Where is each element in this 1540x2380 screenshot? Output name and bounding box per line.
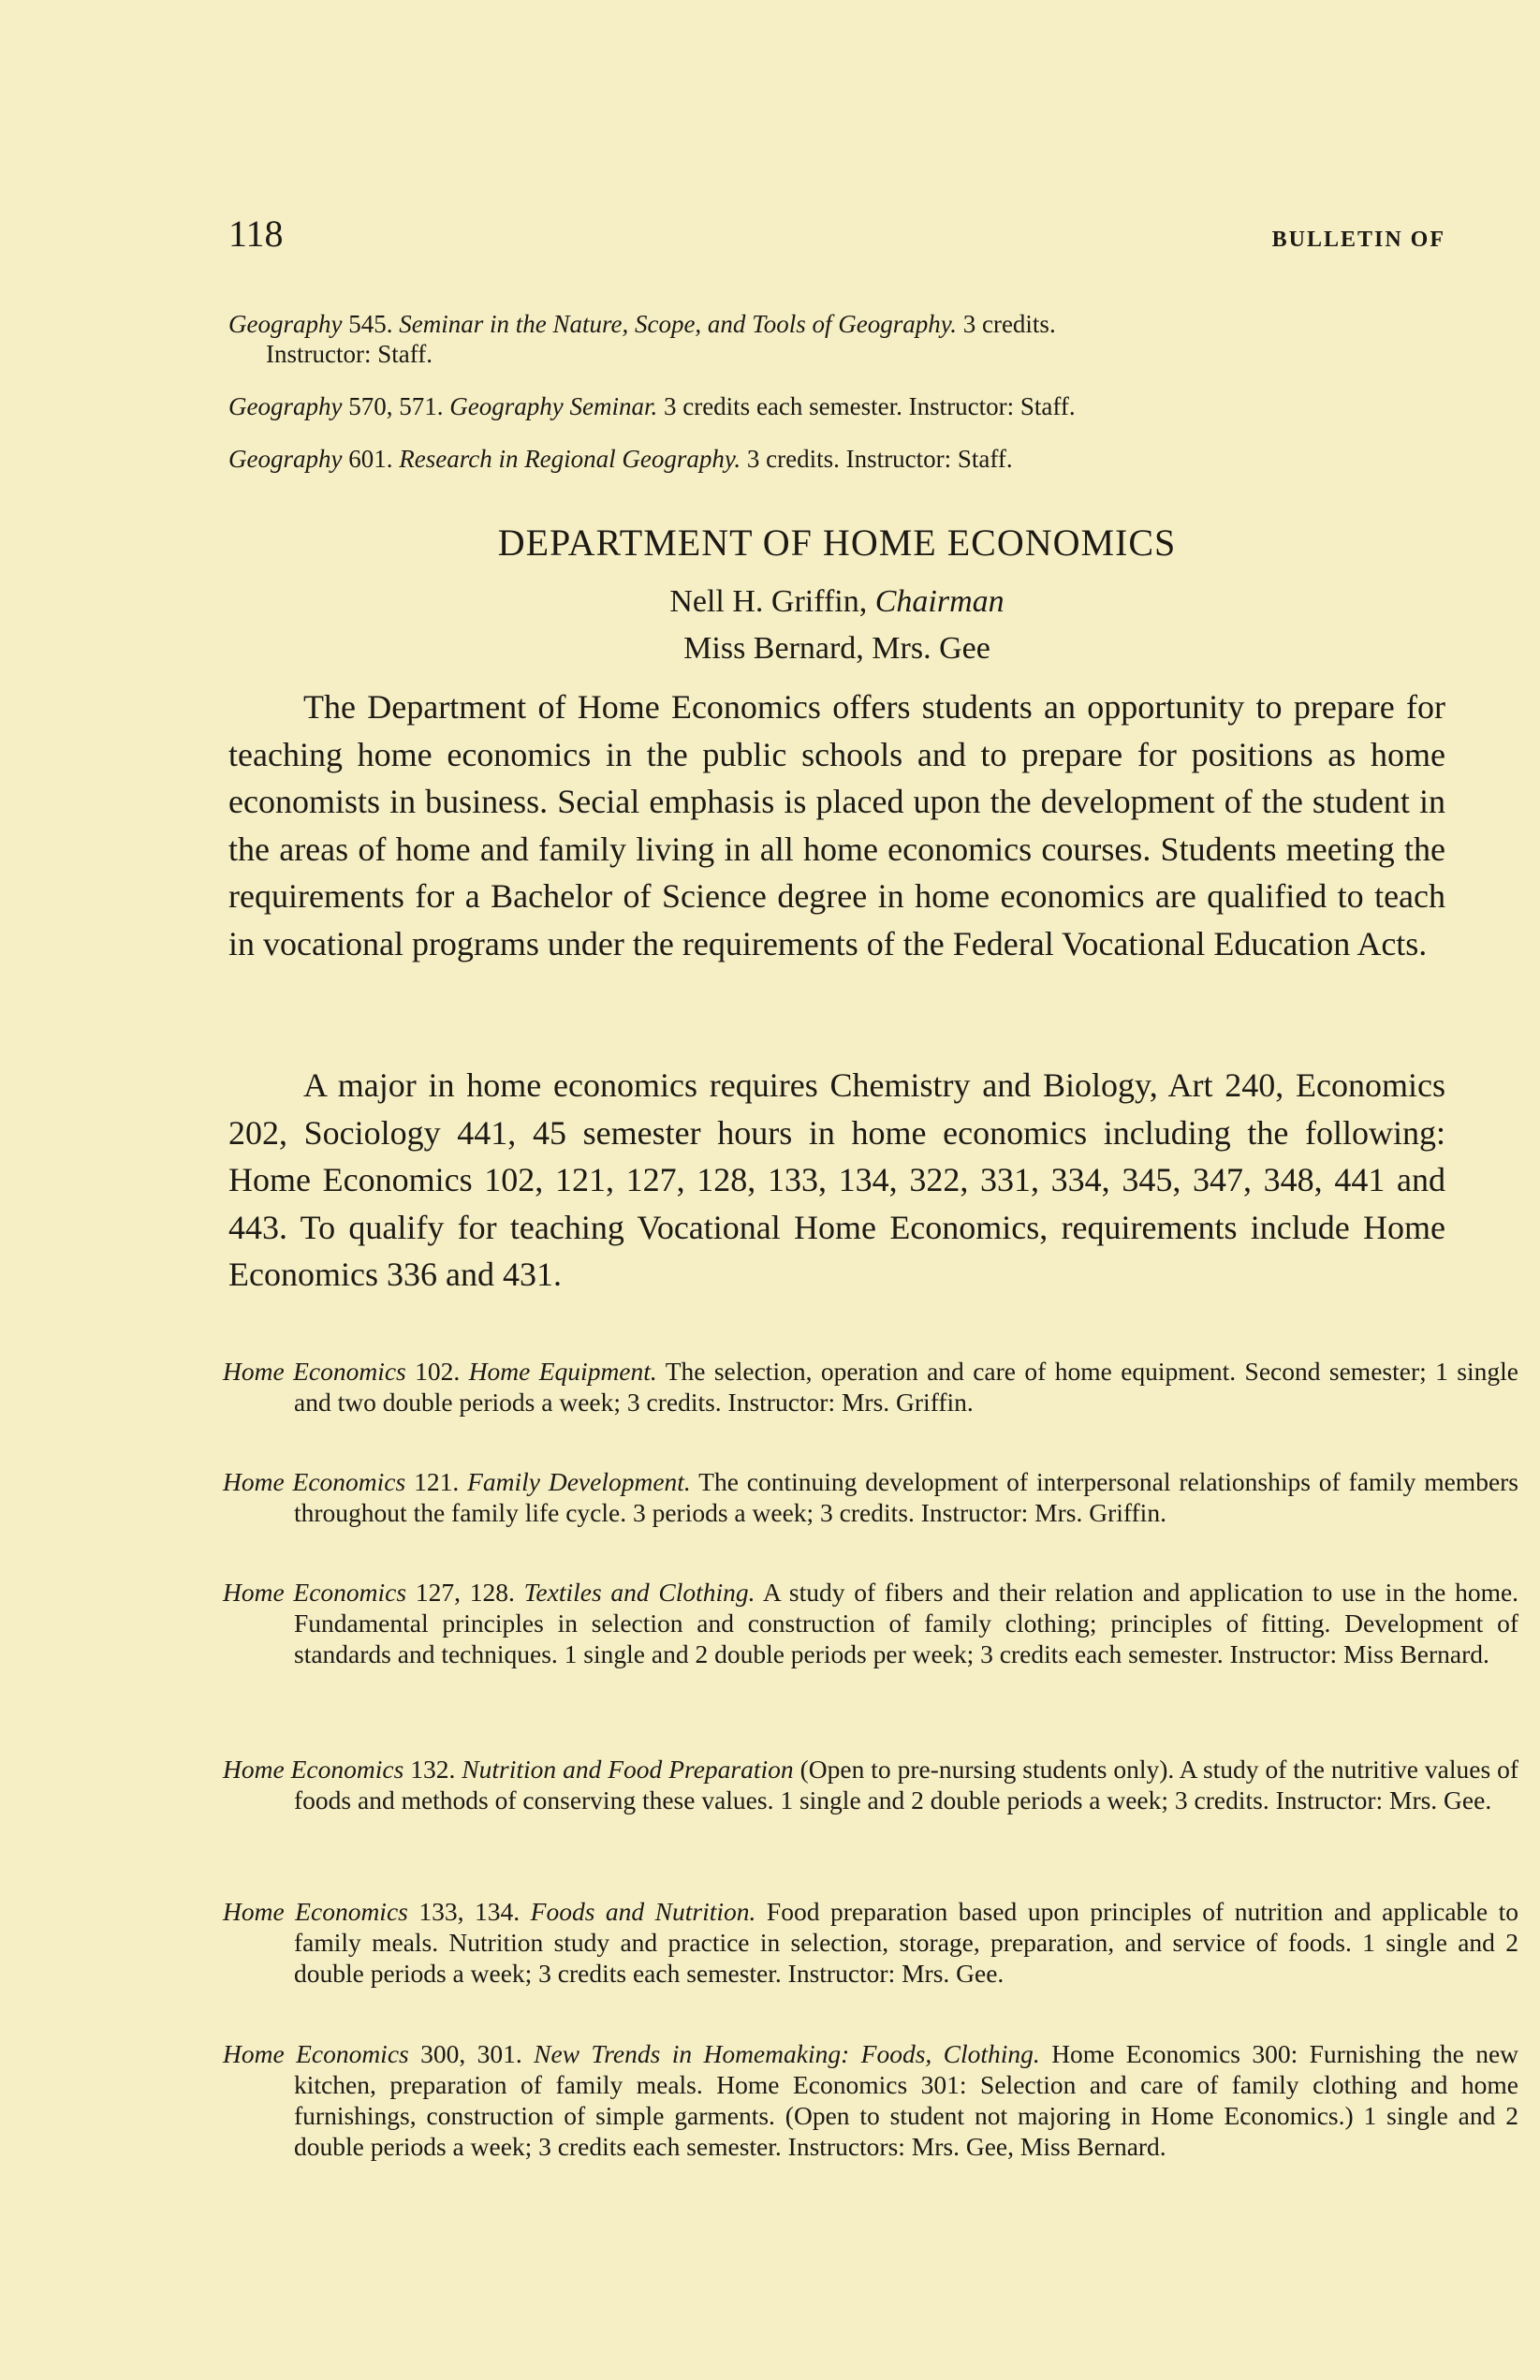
course-title: Home Equipment. (468, 1357, 657, 1386)
course-title: Nutrition and Food Preparation (462, 1755, 794, 1784)
course-title: Foods and Nutrition. (530, 1897, 756, 1926)
course-number: 545. (348, 310, 393, 338)
course-description: Food preparation based upon principles of nutrition and applicable to family meals. Nutrition study and practice in selection, storage, preparation, and service of foods. 1 single and 2 double periods a week; 3 credits each semester. Instructor: Mrs. Gee. (294, 1897, 1519, 1988)
page-header (228, 212, 1445, 256)
course-entry-home-economics-300 (223, 2038, 1518, 2162)
course-title: Geography Seminar. (449, 392, 658, 420)
course-title: Seminar in the Nature, Scope, and Tools of Geography. (399, 310, 957, 338)
intro-paragraph: The Department of Home Economics offers students an opportunity to prepare for teaching home economics in the public schools and to prepare for positions as home economists in business. Secial emphasis is placed upon the development of the student in the areas of home and family living in all home economics courses. Students meeting the requirements for a Bachelor of Science degree in home economics are qualified to teach in vocational programs under the requirements of the Federal Vocational Education Acts. (228, 688, 1445, 962)
course-number: 133, 134. (418, 1897, 521, 1926)
page-number: 118 (228, 213, 284, 255)
course-details: 3 credits each semester. Instructor: Staff. (663, 392, 1076, 420)
course-subject: Home Economics (223, 1467, 406, 1496)
course-entry-home-economics-127 (223, 1577, 1518, 1669)
department-title: DEPARTMENT OF HOME ECONOMICS (497, 522, 1177, 564)
course-subject: Home Economics (223, 2039, 409, 2068)
course-subject: Home Economics (223, 1897, 408, 1926)
course-number: 121. (414, 1467, 460, 1496)
course-title: Textiles and Clothing. (523, 1578, 755, 1607)
course-subject: Geography (228, 310, 343, 338)
course-number: 132. (410, 1755, 456, 1784)
department-chairman (228, 584, 1445, 620)
course-description: (Open to pre-nursing students only). A study of the nutritive values of foods and methods of conserving these values. 1 single and 2 double periods a week; 3 credits. Instructor: Mrs. Gee. (294, 1755, 1519, 1814)
course-subject: Home Economics (223, 1578, 407, 1607)
course-description: The selection, operation and care of home equipment. Second semester; 1 single and two double periods a week; 3 credits. Instructor: Mrs. Griffin. (294, 1357, 1518, 1417)
major-requirements-paragraph: A major in home economics requires Chemistry and Biology, Art 240, Economics 202, Sociology 441, 45 semester hours in home economics including the following: Home Economics 102, 121, 127, 128, 133, 134, 322, 331, 334, 345, 347, 348, 441 and 443. To qualify for teaching Vocational Home Economics, requirements include Home Economics 336 and 431. (228, 1066, 1445, 1293)
course-number: 300, 301. (420, 2039, 522, 2068)
chairman-name: Nell H. Griffin, (669, 584, 868, 619)
course-entry-home-economics-133 (223, 1896, 1518, 1989)
running-head: BULLETIN OF (1271, 228, 1445, 252)
course-subject: Geography (228, 392, 343, 420)
course-number: 570, 571. (348, 392, 444, 420)
course-entry-home-economics-121 (223, 1466, 1518, 1528)
course-entry-geography-601 (228, 444, 1445, 474)
course-description: A study of fibers and their relation and application to use in the home. Fundamental principles in selection and construction of family clothing; principles of fitting. Development of standards and techniques. 1 single and 2 double periods per week; 3 credits each semester. Instructor: Miss Bernard. (294, 1578, 1519, 1668)
course-subject: Geography (228, 445, 343, 473)
course-number: 601. (348, 445, 393, 473)
department-staff: Miss Bernard, Mrs. Gee (683, 631, 990, 666)
course-subject: Home Economics (223, 1357, 406, 1386)
course-title: Family Development. (467, 1467, 691, 1496)
course-description: The continuing development of interpersonal relationships of family members throughout the family life cycle. 3 periods a week; 3 credits. Instructor: Mrs. Griffin. (294, 1467, 1519, 1527)
course-entry-geography-545 (228, 309, 1445, 369)
course-number: 127, 128. (415, 1578, 515, 1607)
course-title: New Trends in Homemaking: Foods, Clothing. (534, 2039, 1040, 2068)
course-details: 3 credits. Instructor: Staff. (746, 445, 1013, 473)
course-title: Research in Regional Geography. (399, 445, 741, 473)
course-details-cont: Instructor: Staff. (266, 340, 433, 368)
course-entry-home-economics-102 (223, 1356, 1518, 1418)
chairman-role: Chairman (874, 584, 1005, 619)
course-entry-home-economics-132 (223, 1754, 1518, 1815)
course-details: 3 credits. (962, 310, 1056, 338)
course-entry-geography-570 (228, 391, 1445, 421)
course-description: Home Economics 300: Furnishing the new kitchen, preparation of family meals. Home Economics 301: Selection and care of family clothing and home furnishings, construction of simple garments. (Open to student not majoring in Home Economics.) 1 single and 2 double periods a week; 3 credits each semester. Instructors: Mrs. Gee, Miss Bernard. (294, 2039, 1519, 2161)
course-subject: Home Economics (223, 1755, 404, 1784)
course-number: 102. (415, 1357, 461, 1386)
